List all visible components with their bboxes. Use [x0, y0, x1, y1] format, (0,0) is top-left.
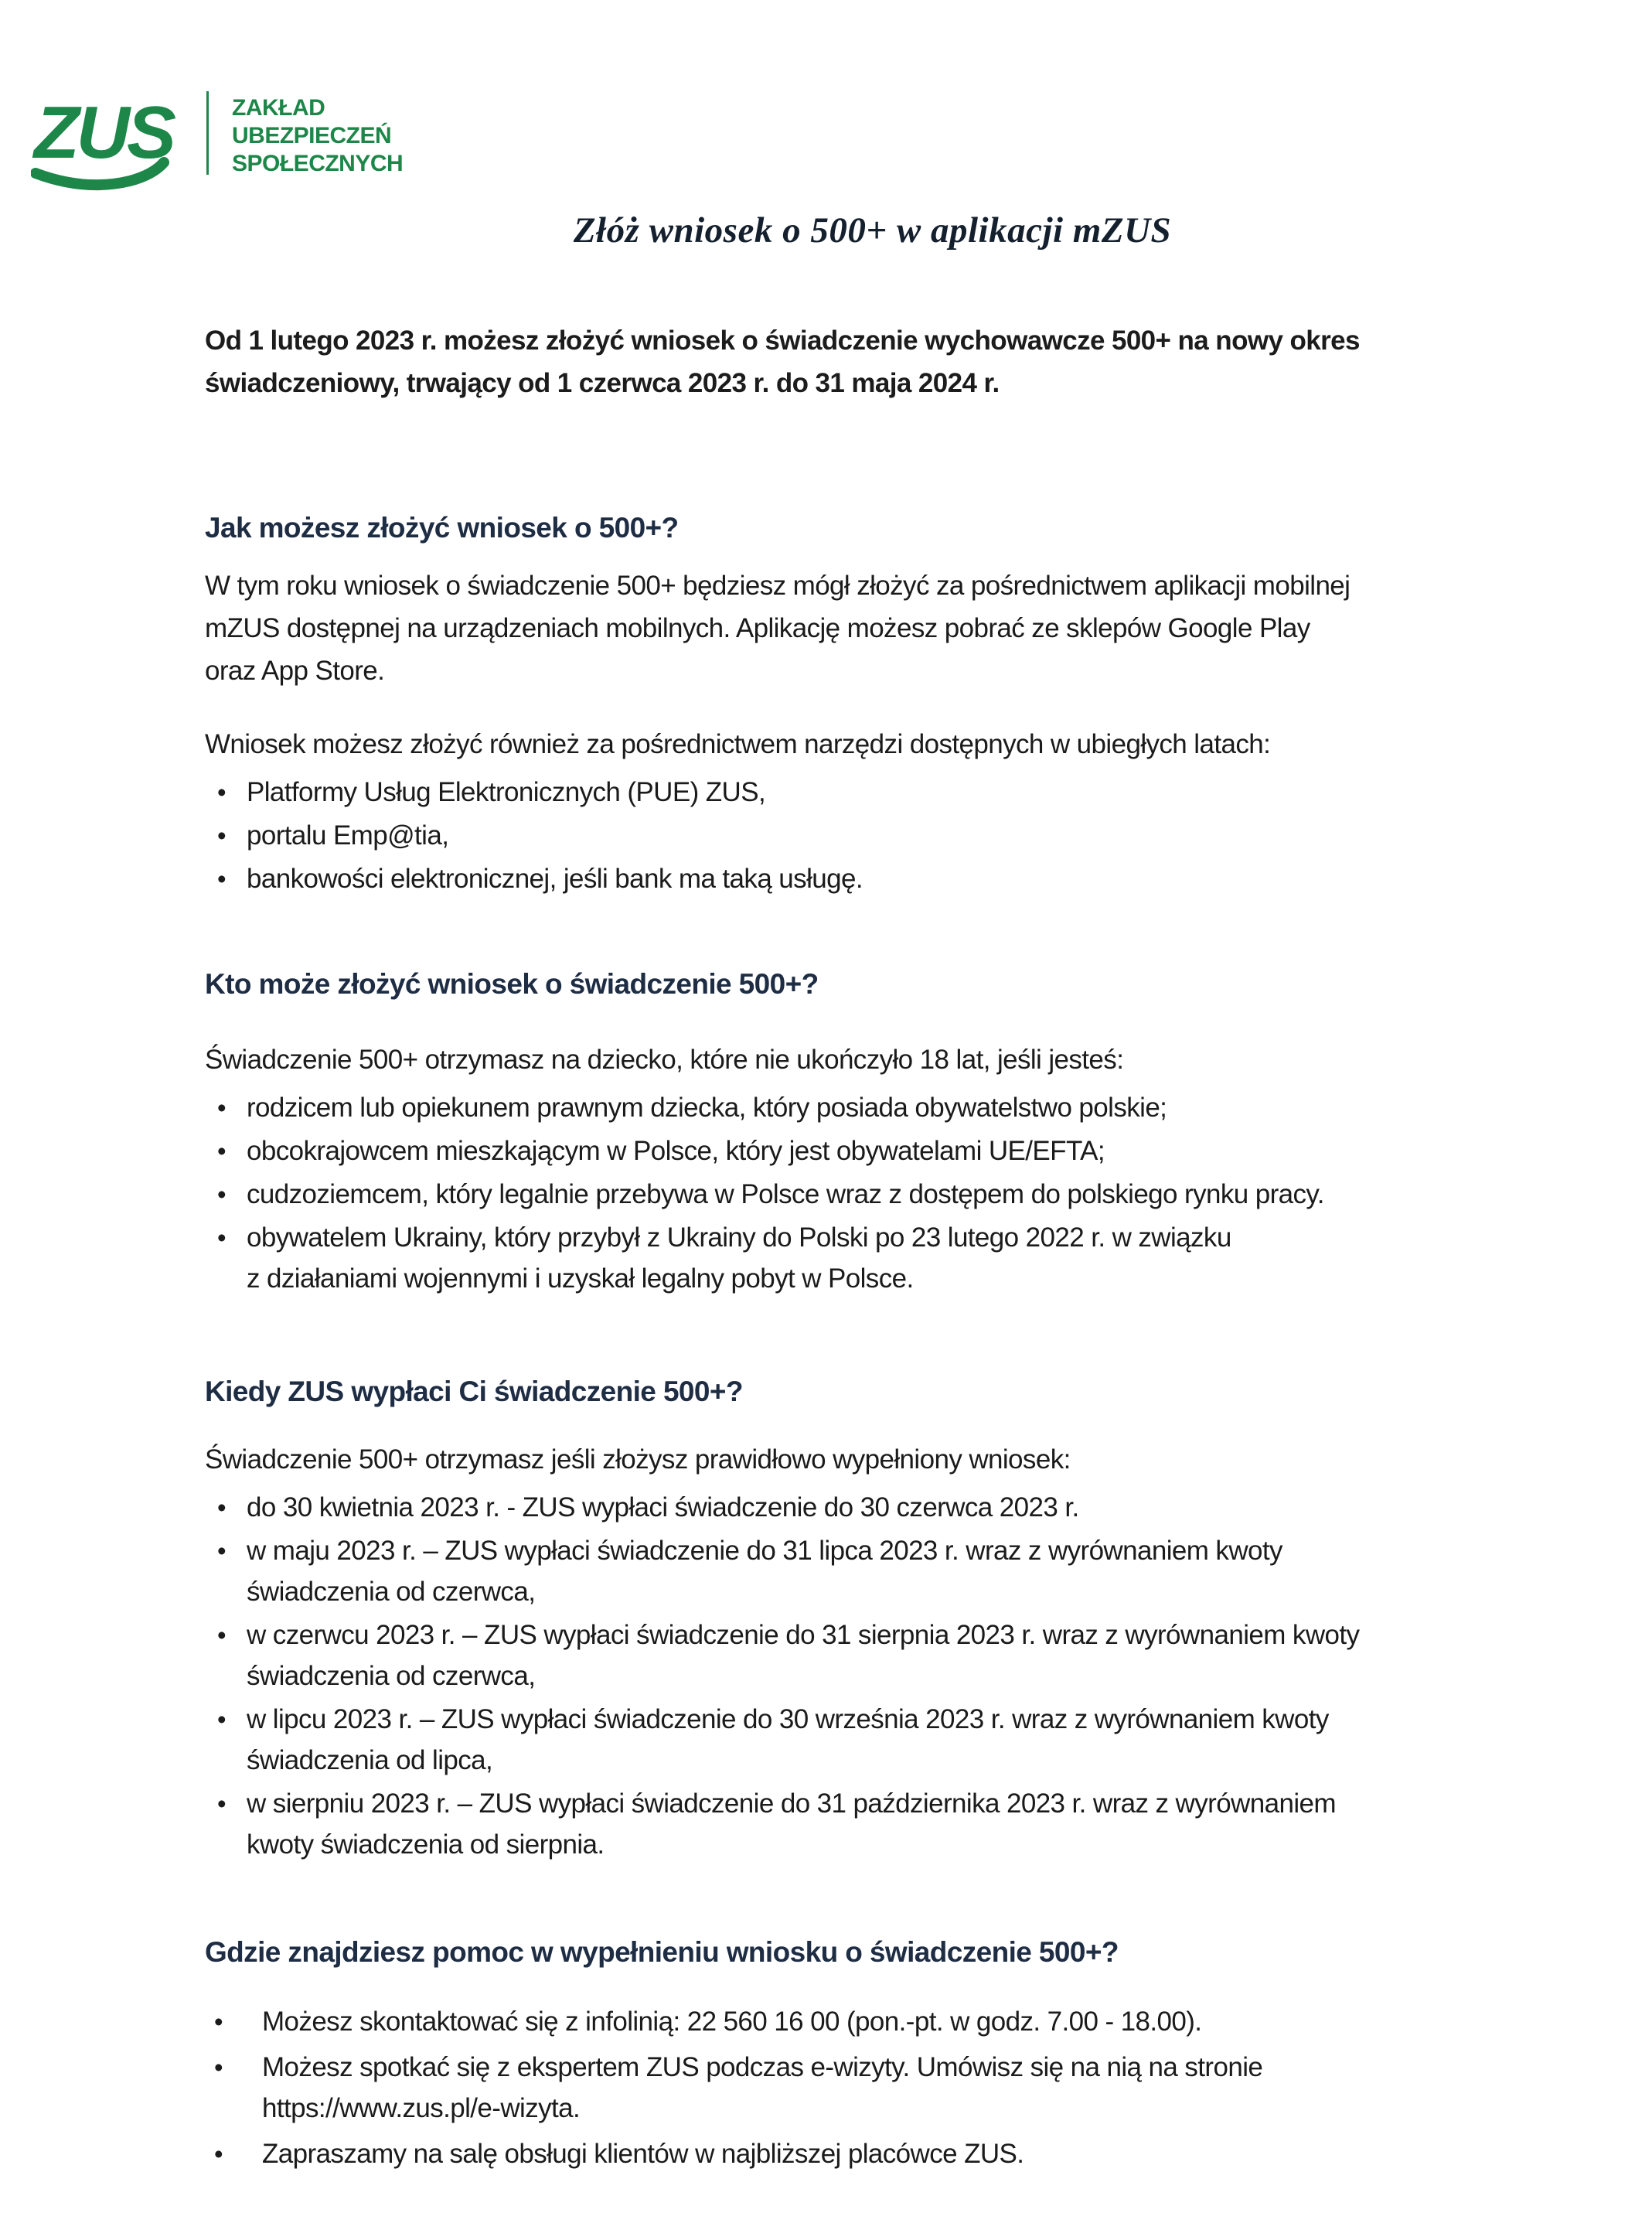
list-item: [205, 858, 1540, 899]
paragraph-line: Świadczenie 500+ otrzymasz na dziecko, które nie ukończyło 18 lat, jeśli jesteś:: [205, 1045, 1124, 1075]
list-item-text: kwoty świadczenia od sierpnia.: [247, 1829, 605, 1860]
bullet-icon: •: [214, 2053, 223, 2082]
intro-paragraph: [205, 319, 1540, 404]
list-item-text: świadczenia od czerwca,: [247, 1577, 536, 1607]
section-heading-where-help: Gdzie znajdziesz pomoc w wypełnieniu wniosku o świadczenie 500+?: [205, 1936, 1119, 1968]
paragraph: [205, 1438, 1540, 1481]
list-item-text: Zapraszamy na salę obsługi klientów w najbliższej placówce ZUS.: [262, 2139, 1024, 2169]
list-item-text: obcokrajowcem mieszkającym w Polsce, który jest obywatelami UE/EFTA;: [247, 1136, 1105, 1166]
list-item: [205, 1783, 1540, 1865]
list-item-text: z działaniami wojennymi i uzyskał legalny pobyt w Polsce.: [247, 1263, 914, 1294]
list-item: [205, 2133, 1540, 2174]
list-item-text: świadczenia od czerwca,: [247, 1661, 536, 1691]
bullet-icon: •: [217, 1493, 227, 1522]
list-item-text: w sierpniu 2023 r. – ZUS wypłaci świadczenie do 31 października 2023 r. wraz z wyrównaniem: [247, 1788, 1336, 1819]
logo-divider: [206, 91, 209, 175]
bullet-icon: •: [217, 1137, 227, 1165]
bullet-icon: •: [217, 821, 227, 850]
paragraph: [205, 723, 1540, 765]
section-heading-who-can-apply: Kto może złożyć wniosek o świadczenie 500+?: [205, 968, 819, 1000]
paragraph-line: W tym roku wniosek o świadczenie 500+ będziesz mógł złożyć za pośrednictwem aplikacji mobilnej: [205, 571, 1351, 601]
zus-org-line: UBEZPIECZEŃ: [232, 123, 392, 148]
bullet-icon: •: [217, 1223, 227, 1252]
paragraph-line: Świadczenie 500+ otrzymasz jeśli złożysz prawidłowo wypełniony wniosek:: [205, 1444, 1071, 1475]
list-item: [205, 1087, 1540, 1128]
list-item: [205, 1217, 1540, 1299]
list-item: [205, 1699, 1540, 1781]
e-wizyta-url: https://www.zus.pl/e-wizyta.: [262, 2093, 581, 2123]
list-item-text: świadczenia od lipca,: [247, 1745, 493, 1775]
intro-line: Od 1 lutego 2023 r. możesz złożyć wniosek o świadczenie wychowawcze 500+ na nowy okres: [205, 326, 1360, 356]
section-heading-how-to-apply: Jak możesz złożyć wniosek o 500+?: [205, 512, 679, 544]
list-item: [205, 1130, 1540, 1171]
paragraph-line: Wniosek możesz złożyć również za pośrednictwem narzędzi dostępnych w ubiegłych latach:: [205, 729, 1271, 759]
list-item-text: w czerwcu 2023 r. – ZUS wypłaci świadczenie do 31 sierpnia 2023 r. wraz z wyrównaniem kwoty: [247, 1620, 1360, 1650]
list-item-text: Możesz spotkać się z ekspertem ZUS podczas e-wizyty. Umówisz się na nią na stronie: [262, 2052, 1263, 2082]
list-item-text: Platformy Usług Elektronicznych (PUE) ZUS,: [247, 777, 766, 807]
list-item: [205, 1615, 1540, 1696]
zus-org-line: SPOŁECZNYCH: [232, 151, 404, 176]
bullet-icon: •: [217, 778, 227, 806]
list-item-text: w maju 2023 r. – ZUS wypłaci świadczenie do 31 lipca 2023 r. wraz z wyrównaniem kwoty: [247, 1536, 1282, 1566]
bullet-icon: •: [217, 1536, 227, 1565]
zus-logo-text: ZUS: [34, 91, 173, 174]
bullet-list-help-options: [205, 2001, 1540, 2174]
bullet-icon: •: [214, 2140, 223, 2168]
zus-logo-mark-icon: [31, 87, 189, 195]
bullet-icon: •: [217, 864, 227, 893]
list-item-text: obywatelem Ukrainy, który przybył z Ukrainy do Polski po 23 lutego 2022 r. w związku: [247, 1222, 1231, 1253]
zus-org-line: ZAKŁAD: [232, 95, 325, 121]
section-heading-when-paid: Kiedy ZUS wypłaci Ci świadczenie 500+?: [205, 1376, 743, 1407]
list-item: [205, 772, 1540, 813]
bullet-icon: •: [217, 1705, 227, 1734]
bullet-icon: •: [217, 1093, 227, 1122]
bullet-icon: •: [217, 1621, 227, 1649]
bullet-list-channels: [205, 772, 1540, 899]
zus-logo: [31, 87, 1652, 203]
page-title: Złóż wniosek o 500+ w aplikacji mZUS: [573, 210, 1172, 251]
list-item: [205, 815, 1540, 856]
list-item-text: cudzoziemcem, który legalnie przebywa w Polsce wraz z dostępem do polskiego rynku pracy.: [247, 1179, 1324, 1209]
paragraph-line: mZUS dostępnej na urządzeniach mobilnych. Aplikację możesz pobrać ze sklepów Google Play: [205, 613, 1310, 643]
paragraph: [205, 564, 1540, 692]
bullet-list-eligibility: [205, 1087, 1540, 1299]
paragraph: [205, 1038, 1540, 1081]
list-item-text: w lipcu 2023 r. – ZUS wypłaci świadczenie do 30 września 2023 r. wraz z wyrównaniem kwoty: [247, 1704, 1329, 1734]
list-item: [205, 1530, 1540, 1612]
list-item: [205, 1174, 1540, 1215]
bullet-icon: •: [217, 1180, 227, 1209]
bullet-icon: •: [217, 1789, 227, 1818]
list-item-text: Możesz skontaktować się z infolinią: 22 560 16 00 (pon.-pt. w godz. 7.00 - 18.00).: [262, 2007, 1202, 2037]
list-item-text: portalu Emp@tia,: [247, 820, 449, 851]
list-item-text: bankowości elektronicznej, jeśli bank ma taką usługę.: [247, 864, 863, 894]
list-item: [205, 2047, 1540, 2129]
zus-org-name: [232, 94, 403, 178]
document-body: [0, 207, 1652, 2174]
list-item: [205, 1487, 1540, 1528]
list-item-text: rodzicem lub opiekunem prawnym dziecka, który posiada obywatelstwo polskie;: [247, 1093, 1167, 1123]
list-item-text: do 30 kwietnia 2023 r. - ZUS wypłaci świadczenie do 30 czerwca 2023 r.: [247, 1492, 1079, 1522]
bullet-list-payment-schedule: [205, 1487, 1540, 1865]
list-item: [205, 2001, 1540, 2042]
intro-line: świadczeniowy, trwający od 1 czerwca 2023 r. do 31 maja 2024 r.: [205, 368, 1000, 398]
bullet-icon: •: [214, 2007, 223, 2036]
paragraph-line: oraz App Store.: [205, 656, 385, 686]
